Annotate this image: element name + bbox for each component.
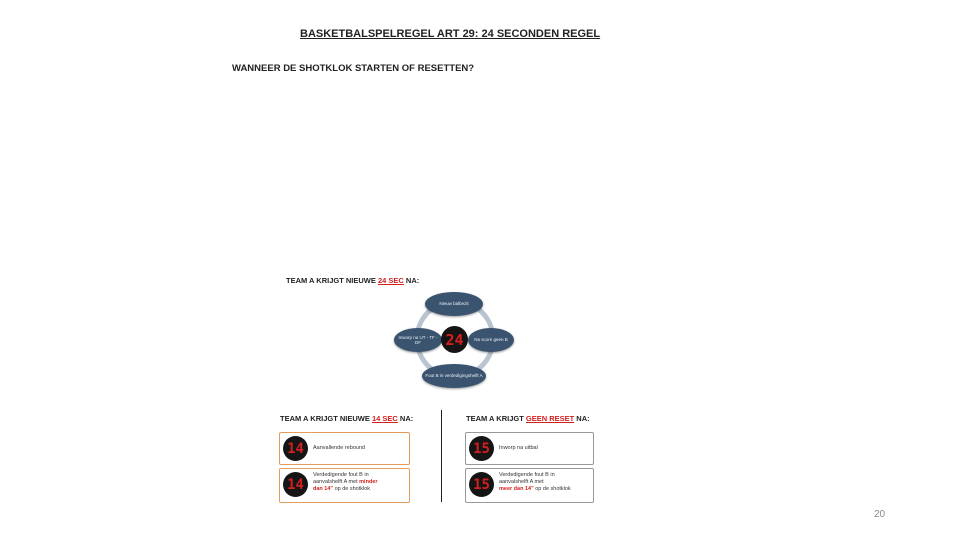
shotclock-15-icon: 15 <box>469 472 494 497</box>
heading-14-suffix: NA: <box>397 414 414 423</box>
shotclock-15-icon: 15 <box>469 436 494 461</box>
heading-nr-prefix: TEAM A KRIJGT <box>466 414 526 423</box>
heading-nr-highlight: GEEN RESET <box>525 414 575 423</box>
heading-24-suffix: NA: <box>403 276 420 285</box>
heading-14-prefix: TEAM A KRIJGT NIEUWE <box>280 414 372 423</box>
column-divider <box>441 410 442 502</box>
reset-24-diagram <box>380 288 530 388</box>
shotclock-14-icon: 14 <box>283 436 308 461</box>
shotclock-24-icon: 24 <box>441 326 468 353</box>
page-title: BASKETBALSPELREGEL ART 29: 24 SECONDEN REGEL <box>300 28 601 40</box>
diagram-node-na-score: Na score geen B <box>468 328 514 352</box>
card-verdedigende-fout-minder <box>279 468 410 503</box>
diagram-node-nieuw-balbezit: Nieuw balbezit <box>425 292 483 316</box>
card-text: Verdedigende fout B in aanvalshelft A met meer dan 14" op de shotklok <box>499 472 571 493</box>
card-text: Verdedigende fout B in aanvalshelft A met minder dan 14" op de shotklok <box>313 472 378 493</box>
heading-24-sec <box>286 276 419 285</box>
heading-14-highlight: 14 SEC <box>371 414 398 423</box>
heading-geen-reset <box>466 414 590 423</box>
card-aanvallende-rebound <box>279 432 410 465</box>
heading-24-highlight: 24 SEC <box>377 276 404 285</box>
page-number: 20 <box>874 509 886 520</box>
diagram-node-inworp: Inworp na UT - TF - DF <box>394 328 442 352</box>
heading-14-sec <box>280 414 413 423</box>
card-text: Inworp na uitbal <box>499 445 538 451</box>
heading-nr-suffix: NA: <box>574 414 590 423</box>
heading-24-prefix: TEAM A KRIJGT NIEUWE <box>286 276 378 285</box>
card-verdedigende-fout-meer <box>465 468 594 503</box>
shotclock-14-icon: 14 <box>283 472 308 497</box>
card-text: Aanvallende rebound <box>313 445 365 451</box>
page-subtitle: WANNEER DE SHOTKLOK STARTEN OF RESETTEN? <box>232 63 475 74</box>
card-inworp-uitbal <box>465 432 594 465</box>
diagram-node-fout-b: Fout B in verdedigingshelft A <box>422 364 486 388</box>
